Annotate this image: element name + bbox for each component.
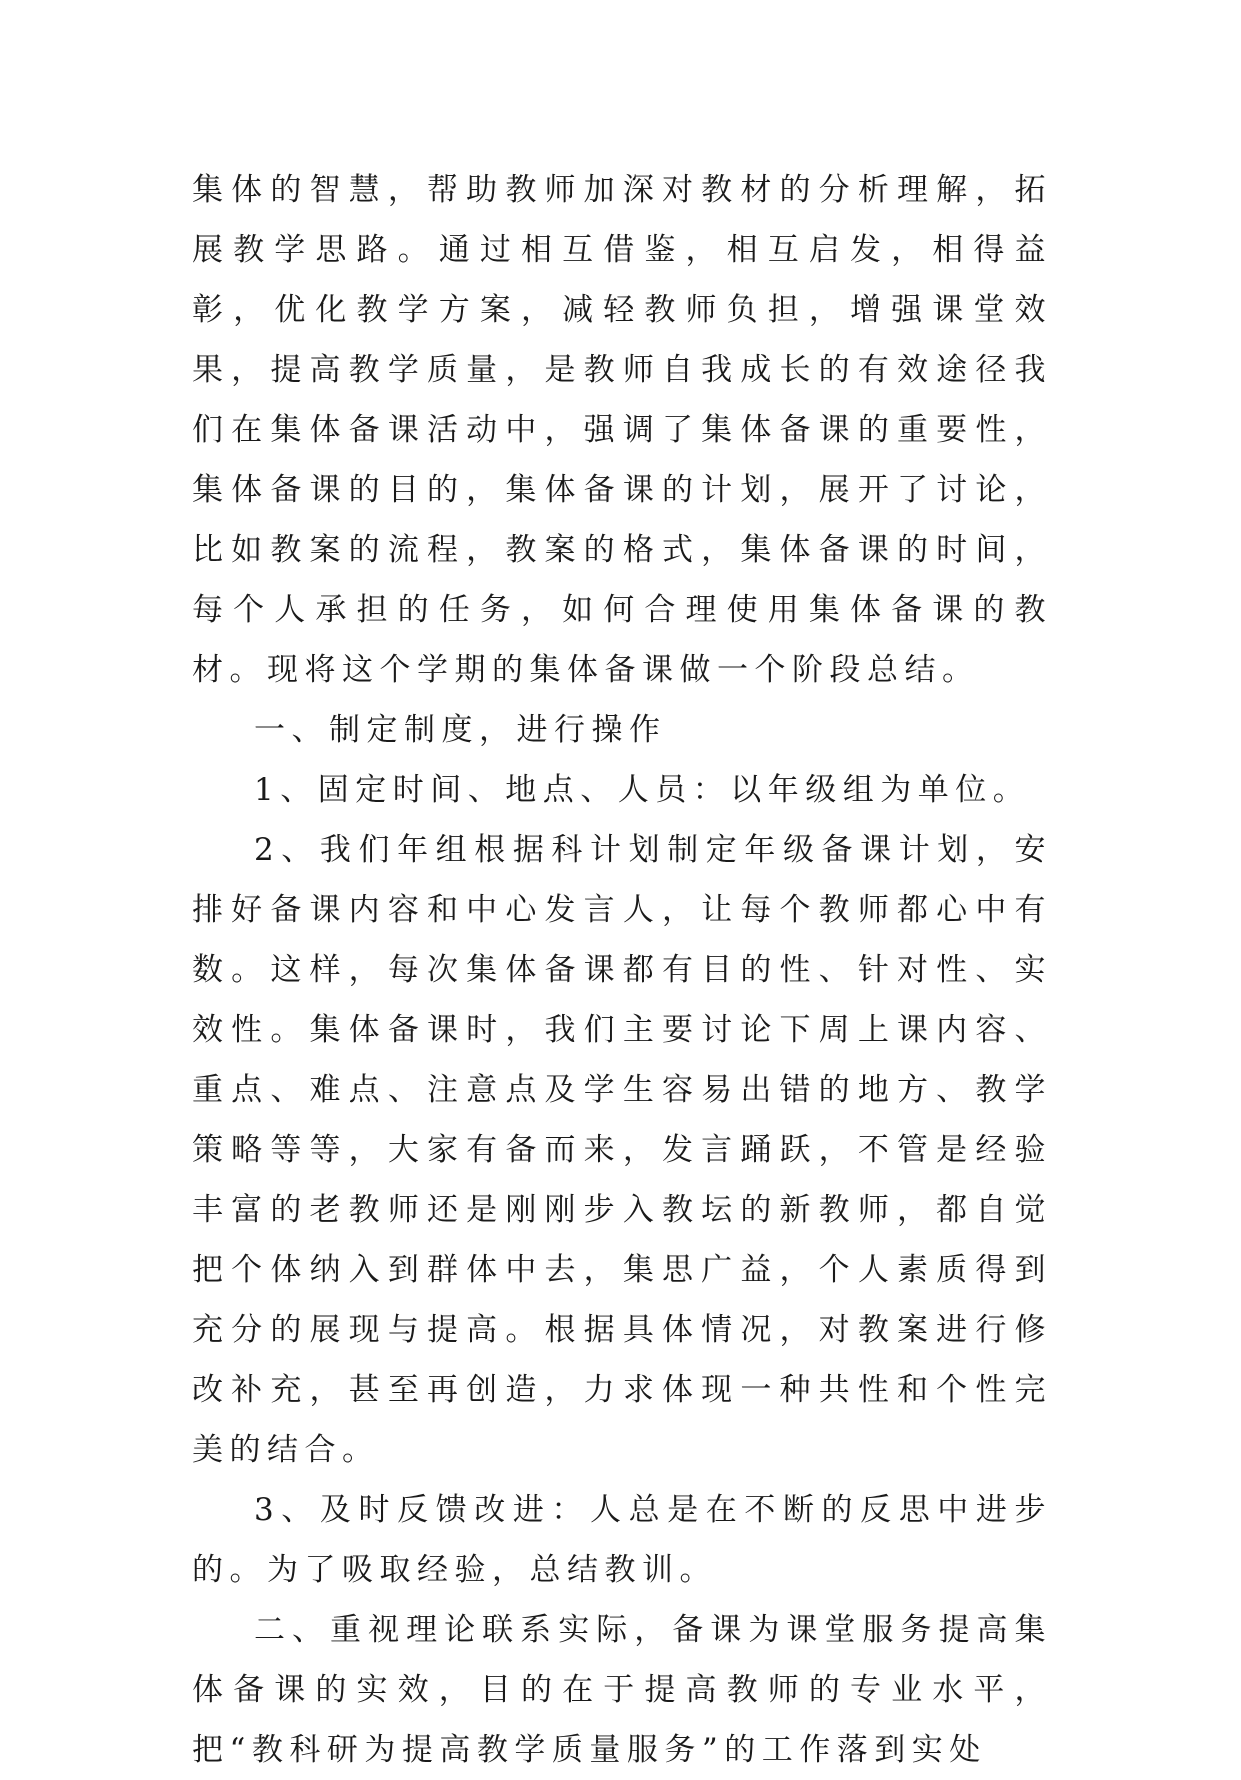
paragraph-intro-continued: 集体的智慧，帮助教师加深对教材的分析理解，拓展教学思路。通过相互借鉴，相互启发，相得益彰，优化教学方案，减轻教师负担，增强课堂效果，提高教学质量，是教师自我成长的有效途径我们在集体备课活动中，强调了集体备课的重要性，集体备课的目的，集体备课的计划，展开了讨论，比如教案的流程，教案的格式，集体备课的时间，每个人承担的任务，如何合理使用集体备课的教材。现将这个学期的集体备课做一个阶段总结。 bbox=[192, 172, 1052, 688]
section-heading-1: 一、制定制度，进行操作 bbox=[254, 712, 667, 748]
list-item-3: 3、及时反馈改进：人总是在不断的反思中进步的。为了吸取经验，总结教训。 bbox=[192, 1492, 1052, 1588]
section-heading-2: 二、重视理论联系实际，备课为课堂服务提高集体备课的实效，目的在于提高教师的专业水平，把“教科研为提高教学质量服务”的工作落到实处 bbox=[192, 1612, 1052, 1768]
list-item-1: 1、固定时间、地点、人员：以年级组为单位。 bbox=[254, 772, 1031, 808]
list-item-2: 2、我们年组根据科计划制定年级备课计划，安排好备课内容和中心发言人，让每个教师都心中有数。这样，每次集体备课都有目的性、针对性、实效性。集体备课时，我们主要讨论下周上课内容、重点、难点、注意点及学生容易出错的地方、教学策略等等，大家有备而来，发言踊跃，不管是经验丰富的老教师还是刚刚步入教坛的新教师，都自觉把个体纳入到群体中去，集思广益，个人素质得到充分的展现与提高。根据具体情况，对教案进行修改补充，甚至再创造，力求体现一种共性和个性完美的结合。 bbox=[192, 832, 1052, 1468]
document-body bbox=[192, 160, 1052, 1780]
